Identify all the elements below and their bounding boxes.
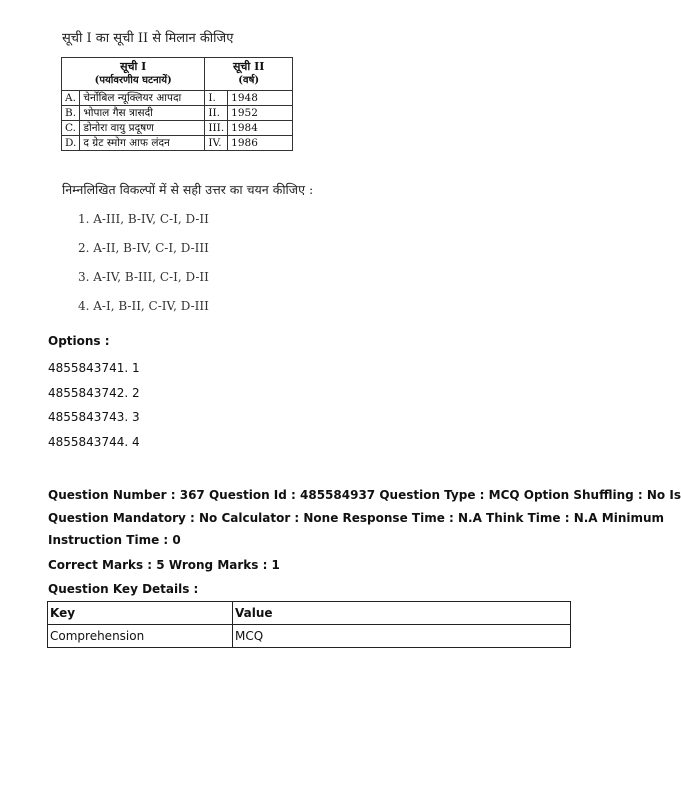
- answer-choice: 2. A-II, B-IV, C-I, D-III: [78, 241, 209, 255]
- key-header: Key: [48, 602, 233, 625]
- key-details-table: [47, 601, 571, 648]
- row-year: 1948: [228, 91, 293, 106]
- row-roman: I.: [205, 91, 228, 106]
- answer-choice: 3. A-IV, B-III, C-I, D-II: [78, 270, 209, 284]
- match-row: [62, 106, 293, 121]
- row-year: 1984: [228, 121, 293, 136]
- value-cell: MCQ: [233, 625, 571, 648]
- match-table-header: [62, 58, 293, 91]
- key-table-row: [48, 625, 571, 648]
- row-event: चेर्नोबिल न्यूक्लियर आपदा: [80, 91, 205, 106]
- marks-line: Correct Marks : 5 Wrong Marks : 1: [48, 558, 280, 572]
- row-letter: D.: [62, 136, 80, 151]
- row-roman: II.: [205, 106, 228, 121]
- row-year: 1986: [228, 136, 293, 151]
- answer-choice: 1. A-III, B-IV, C-I, D-II: [78, 212, 209, 226]
- match-row: [62, 136, 293, 151]
- row-roman: IV.: [205, 136, 228, 151]
- option-item: 4855843743. 3: [48, 410, 140, 424]
- option-item: 4855843742. 2: [48, 386, 140, 400]
- question-heading: सूची I का सूची II से मिलान कीजिए: [62, 31, 234, 46]
- key-table-header: [48, 602, 571, 625]
- key-cell: Comprehension: [48, 625, 233, 648]
- question-meta-line: Question Mandatory : No Calculator : None Response Time : N.A Think Time : N.A Minimum: [48, 511, 665, 525]
- option-item: 4855843741. 1: [48, 361, 140, 375]
- col2-subtitle: (वर्ष): [238, 75, 260, 86]
- option-item: 4855843744. 4: [48, 435, 140, 449]
- row-roman: III.: [205, 121, 228, 136]
- col2-title: सूची II: [233, 60, 265, 73]
- row-letter: B.: [62, 106, 80, 121]
- match-row: [62, 91, 293, 106]
- row-event: द ग्रेट स्मोग आफ लंदन: [80, 136, 205, 151]
- col1-subtitle: (पर्यावरणीय घटनायें): [94, 75, 172, 86]
- answer-choice: 4. A-I, B-II, C-IV, D-III: [78, 299, 209, 313]
- row-letter: C.: [62, 121, 80, 136]
- match-row: [62, 121, 293, 136]
- row-event: भोपाल गैस त्रासदी: [80, 106, 205, 121]
- question-meta-line: Question Number : 367 Question Id : 485584937 Question Type : MCQ Option Shuffling : No Is: [48, 488, 681, 502]
- question-instruction: निम्नलिखित विकल्पों में से सही उत्तर का चयन कीजिए :: [62, 182, 314, 197]
- row-letter: A.: [62, 91, 80, 106]
- row-event: डोनोरा वायु प्रदूषण: [80, 121, 205, 136]
- options-label: Options :: [48, 334, 110, 348]
- col1-title: सूची I: [120, 60, 147, 73]
- match-table: [61, 57, 293, 151]
- row-year: 1952: [228, 106, 293, 121]
- question-meta-line: Instruction Time : 0: [48, 533, 181, 547]
- key-details-label: Question Key Details :: [48, 582, 199, 596]
- value-header: Value: [233, 602, 571, 625]
